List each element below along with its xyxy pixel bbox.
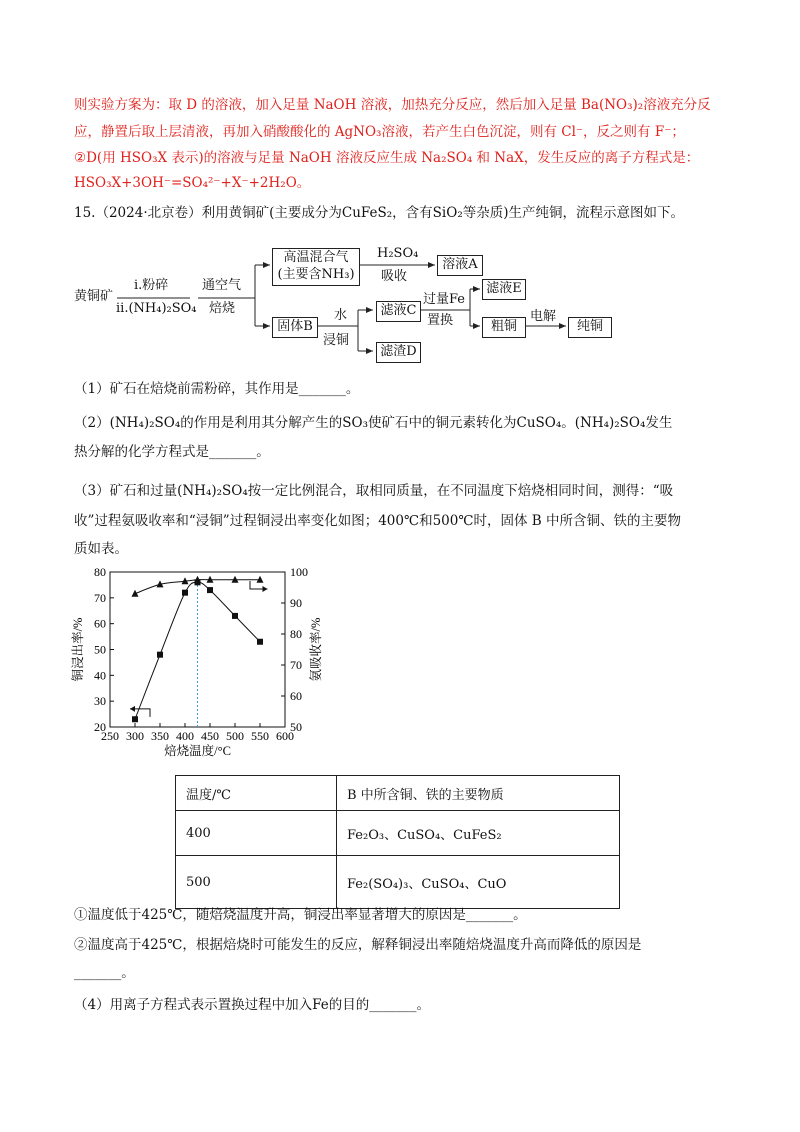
answer-line-1: 则实验方案为：取 D 的溶液，加入足量 NaOH 溶液，加热充分反应，然后加入足量 Ba(NO₃)₂溶液充分反: [74, 97, 711, 113]
flow-step1-bottom: ii.(NH₄)₂SO₄: [116, 301, 197, 316]
substance-table: [175, 775, 620, 909]
flow-replace-top: 过量Fe: [423, 292, 466, 307]
flow-ore: 黄铜矿: [74, 289, 114, 304]
x-axis-label: 焙烧温度/°C: [164, 744, 231, 758]
table-cell: 500: [176, 856, 337, 909]
flow-replace-bottom: 置换: [427, 313, 454, 328]
answer-line-4: HSO₃X+3OH⁻=SO₄²⁻+X⁻+2H₂O。: [74, 175, 311, 191]
x-tick-label: 450: [201, 729, 219, 743]
flow-filtrate-c: 滤液C: [376, 301, 421, 322]
flow-crude-cu: 粗铜: [482, 317, 526, 338]
y-left-tick-label: 60: [94, 616, 106, 631]
flow-solid-b: 固体B: [272, 317, 318, 338]
copper-leach-point: [257, 639, 263, 645]
flow-leach-top: 水: [334, 308, 348, 323]
leach-absorption-chart: [70, 560, 323, 770]
copper-leach-point: [232, 613, 238, 619]
table-header-row: [176, 776, 620, 811]
y-left-tick-label: 80: [94, 565, 106, 579]
y-left-tick-label: 20: [94, 720, 106, 734]
sub-question-3-2a: ②温度高于425℃，根据焙烧时可能发生的反应，解释铜浸出率随焙烧温度升高而降低的原因是: [74, 937, 642, 953]
x-tick-label: 600: [276, 729, 294, 743]
table-row: [176, 811, 620, 856]
y-right-tick-label: 80: [290, 627, 302, 641]
sub-question-2b: 热分解的化学方程式是_______。: [74, 444, 270, 460]
answer-line-3: ②D(用 HSO₃X 表示)的溶液与足量 NaOH 溶液反应生成 Na₂SO₄ 和 NaX，发生反应的离子方程式是：: [74, 150, 700, 166]
y-left-tick-label: 30: [94, 694, 106, 709]
answer-line-2: 应，静置后取上层清液，再加入硝酸酸化的 AgNO₃溶液，若产生白色沉淀，则有 Cl⁻，反之则有 F⁻；: [74, 124, 685, 140]
copper-leach-point: [182, 590, 188, 596]
flow-diagram: [0, 240, 800, 370]
y-left-tick-label: 40: [94, 668, 106, 683]
flow-gas-line1: 高温混合气: [283, 250, 349, 265]
flow-gas-line2: (主要含NH₃): [277, 267, 355, 282]
table-header-cell: 温度/℃: [176, 776, 337, 811]
flow-absorb-top: H₂SO₄: [377, 246, 419, 261]
sub-question-3-1: ①温度低于425℃，随焙烧温度升高，铜浸出率显著增大的原因是_______。: [74, 907, 527, 923]
flow-filtrate-e: 滤液E: [482, 279, 526, 300]
x-tick-label: 300: [126, 729, 144, 743]
x-tick-label: 550: [251, 729, 269, 743]
y-right-axis-label: 氨吸收率/%: [309, 617, 323, 682]
sub-question-1: （1）矿石在焙烧前需粉碎，其作用是_______。: [74, 381, 360, 397]
y-right-tick-label: 60: [290, 689, 302, 703]
x-tick-label: 250: [101, 729, 119, 743]
flow-absorb-bottom: 吸收: [381, 269, 408, 284]
sub-question-3a: （3）矿石和过量(NH₄)₂SO₄按一定比例混合，取相同质量，在不同温度下焙烧相同时间，测得：“吸: [74, 483, 674, 499]
table-cell: Fe₂(SO₄)₃、CuSO₄、CuO: [337, 856, 620, 909]
sub-question-2a: （2）(NH₄)₂SO₄的作用是利用其分解产生的SO₃使矿石中的铜元素转化为CuSO₄。(NH₄)₂SO₄发生: [74, 415, 673, 431]
sub-question-3b: 收”过程氨吸收率和“浸铜”过程铜浸出率变化如图；400℃和500℃时，固体 B 中所含铜、铁的主要物: [74, 513, 681, 529]
flow-gas-box: [272, 248, 360, 286]
table-row: [176, 856, 620, 909]
table-cell: 400: [176, 811, 337, 856]
flow-electrolysis: 电解: [530, 309, 557, 324]
y-left-tick-label: 50: [94, 642, 106, 657]
y-left-axis-label: 铜浸出率/%: [71, 617, 85, 682]
left-axis-arrowhead: [130, 706, 135, 712]
flow-pure-cu: 纯铜: [568, 317, 612, 338]
y-left-tick-label: 70: [94, 590, 106, 605]
flow-step1-top: i.粉碎: [134, 278, 169, 293]
x-tick-label: 400: [176, 729, 194, 743]
y-right-tick-label: 90: [290, 596, 302, 610]
flow-step2-bottom: 焙烧: [209, 301, 236, 316]
copper-leach-point: [132, 716, 138, 722]
flow-step2-top: 通空气: [202, 278, 242, 293]
sub-question-4: （4）用离子方程式表示置换过程中加入Fe的目的_______。: [74, 997, 430, 1013]
table-header-cell: B 中所含铜、铁的主要物质: [337, 776, 620, 811]
flow-residue-d: 滤渣D: [376, 342, 421, 363]
right-axis-arrowhead: [263, 586, 268, 592]
x-tick-label: 500: [226, 729, 244, 743]
flow-solution-a: 溶液A: [437, 255, 483, 276]
y-right-tick-label: 70: [290, 658, 302, 672]
y-right-tick-label: 50: [290, 720, 302, 734]
question-header: 15.（2024·北京卷）利用黄铜矿(主要成分为CuFeS₂，含有SiO₂等杂质)生产纯铜，流程示意图如下。: [74, 205, 684, 221]
y-right-tick-label: 100: [290, 565, 308, 579]
sub-question-3c: 质如表。: [74, 541, 128, 557]
copper-leach-point: [207, 587, 213, 593]
x-tick-label: 350: [151, 729, 169, 743]
copper-leach-point: [157, 652, 163, 658]
flow-leach-bottom: 浸铜: [323, 333, 350, 348]
sub-question-3-2b: _______。: [74, 965, 135, 981]
table-cell: Fe₂O₃、CuSO₄、CuFeS₂: [337, 811, 620, 856]
